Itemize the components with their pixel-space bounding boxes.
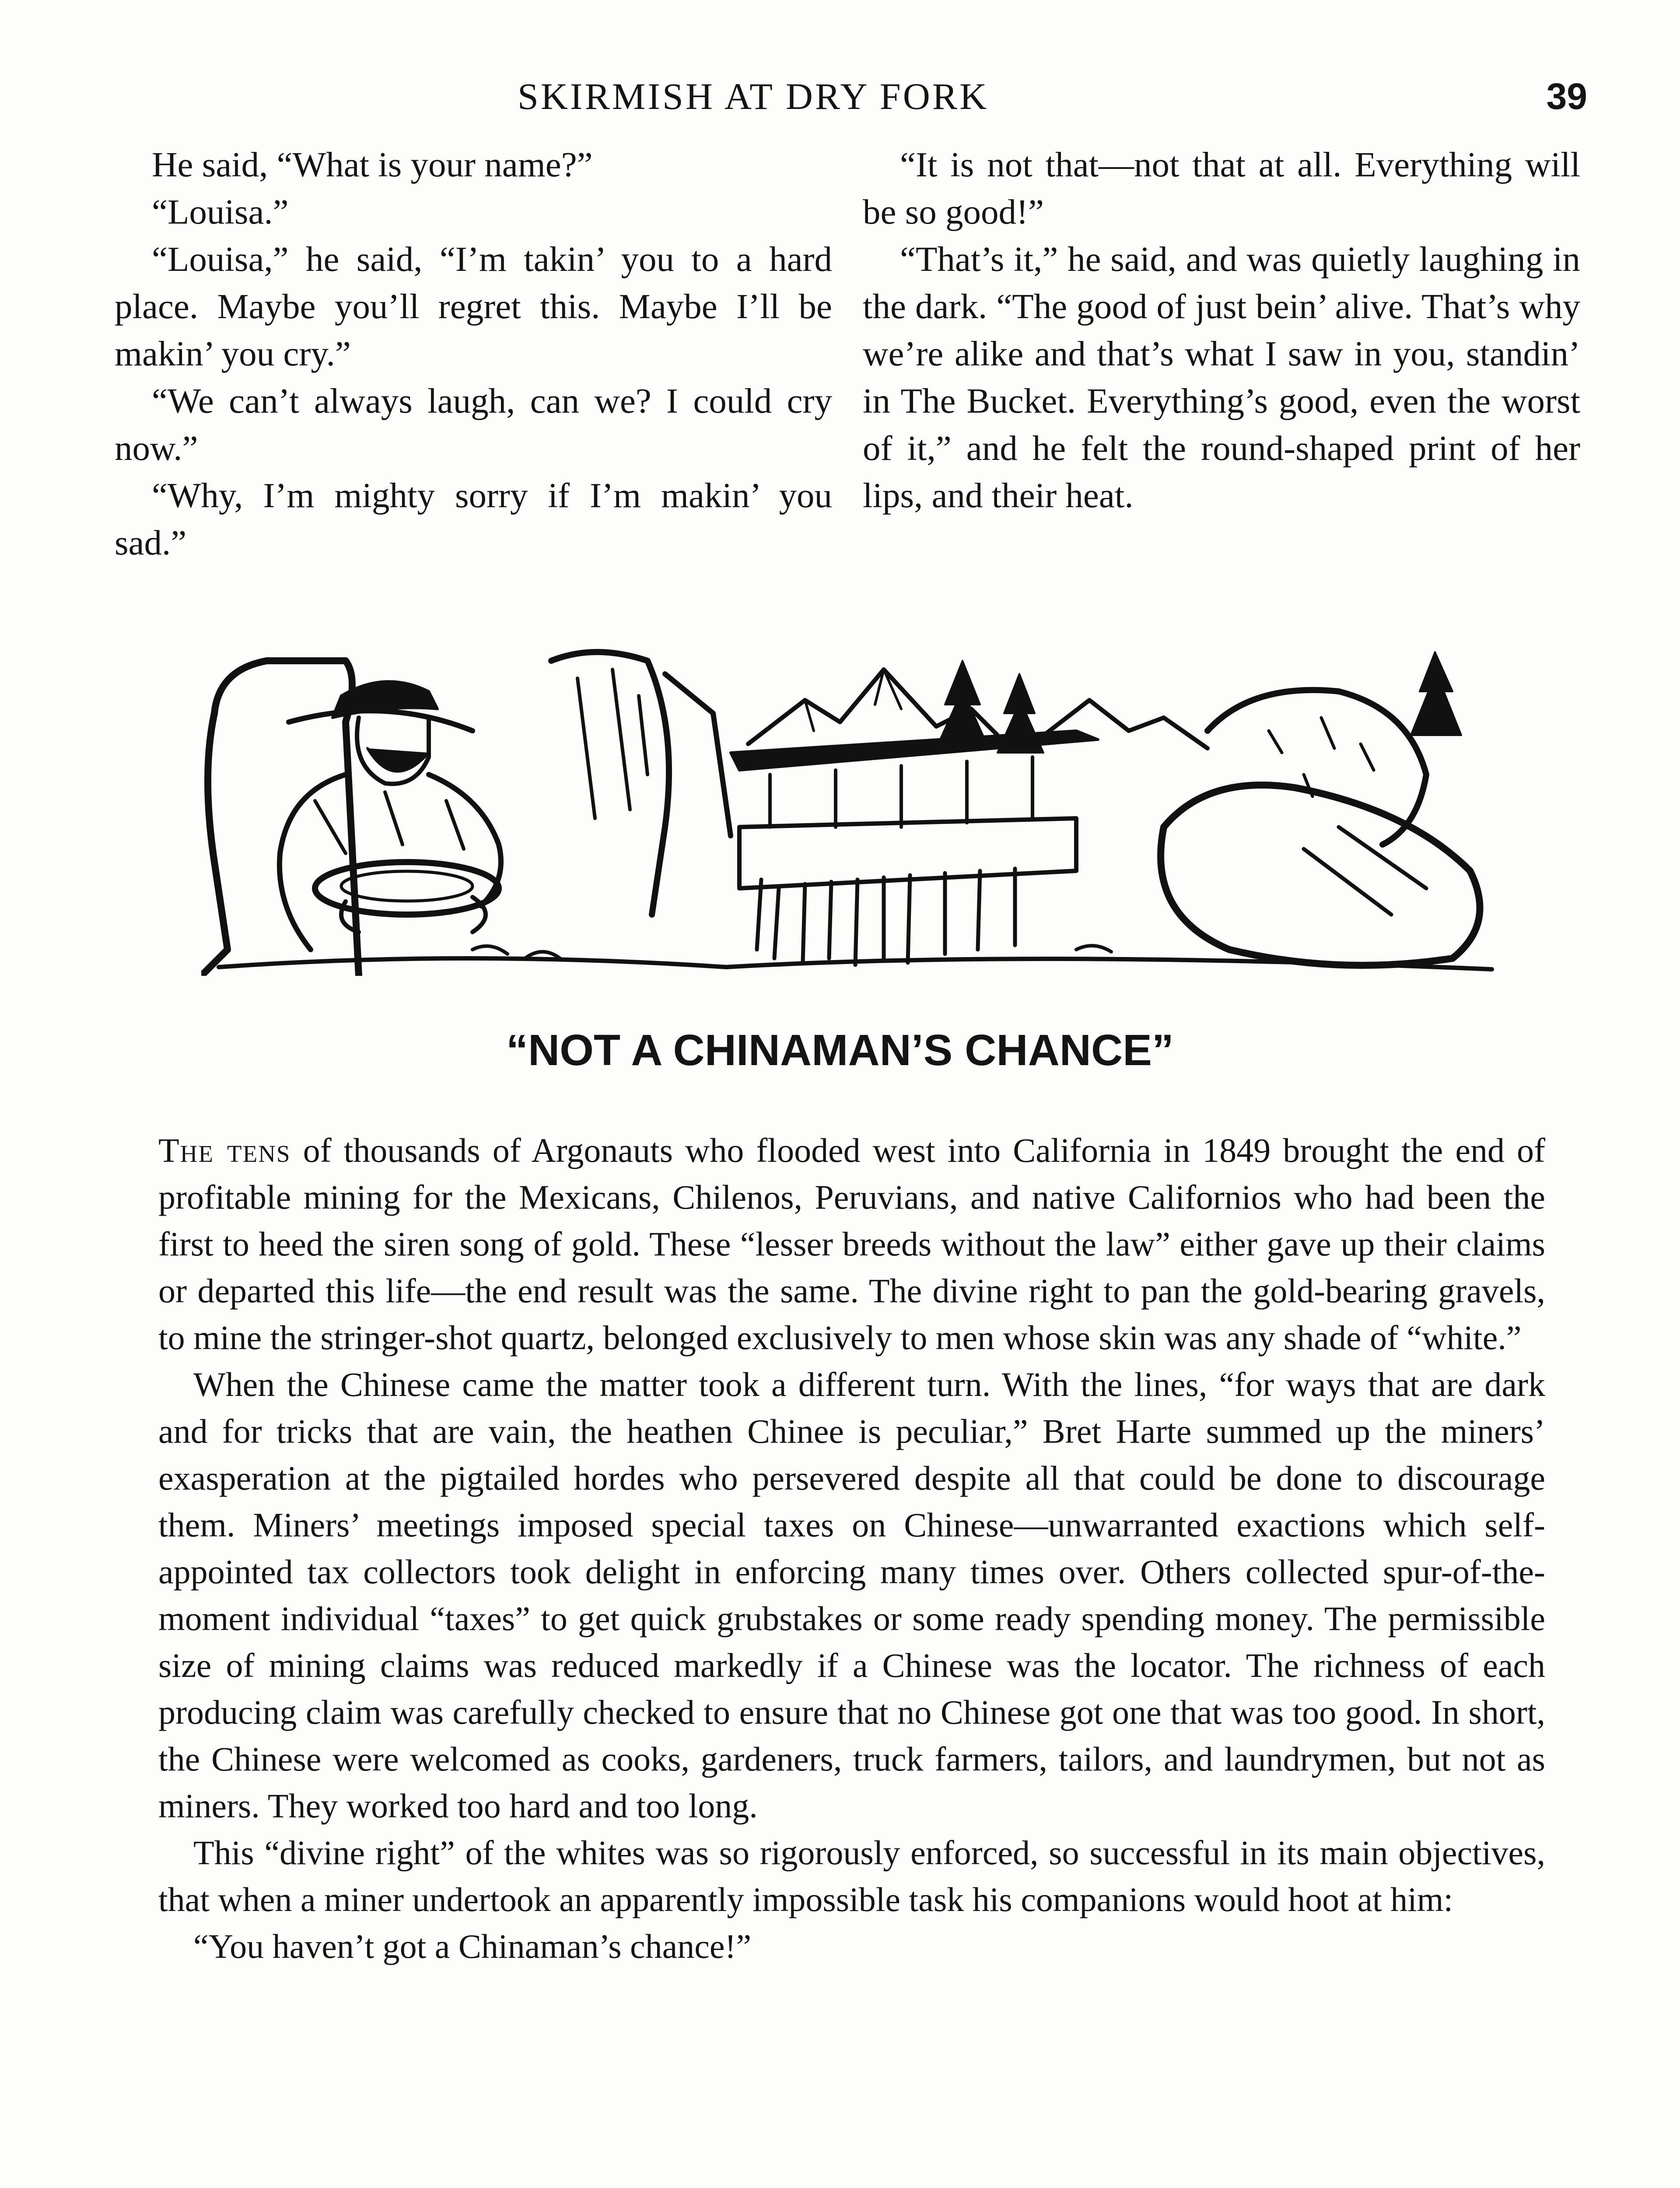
story-paragraph: “It is not that—not that at all. Everything will be so good!” [863,145,1580,231]
story-paragraph: “Why, I’m mighty sorry if I’m makin’ you sad.” [115,476,832,562]
lead-in-small-caps: The tens [158,1131,291,1169]
page-number: 39 [1546,76,1587,117]
gold-panning-miner-illustration [201,643,1505,976]
story-columns [115,141,1580,566]
article-paragraph [158,1127,1545,1361]
article-paragraph: When the Chinese came the matter took a different turn. With the lines, “for ways that are dark and for tricks that are vain, the heathen Chinee is peculiar,” Bret Harte summed up the miners’ exasperation at the pigtailed hordes who persevered despite all that could be done to discourage them. Miners’ meetings imposed special taxes on Chinese—unwarranted exactions which self-appointed tax collectors took delight in enforcing many times over. Others collected spur-of-the-moment individual “taxes” to get quick grubstakes or some ready spending money. The permissible size of mining claims was reduced markedly if a Chinese was the locator. The richness of each producing claim was carefully checked to ensure that no Chinese got one that was too good. In short, the Chinese were welcomed as cooks, gardeners, truck farmers, tailors, and laundrymen, but not as miners. They worked too hard and too long. [158,1365,1545,1825]
story-paragraph: “Louisa,” he said, “I’m takin’ you to a hard place. Maybe you’ll regret this. Maybe I’ll be makin’ you cry.” [115,239,832,373]
article-title: “NOT A CHINAMAN’S CHANCE” [506,1026,1174,1075]
paragraph-1-text: of thousands of Argonauts who flooded west into California in 1849 brought the end of profitable mining for the Mexicans, Chilenos, Peruvians, and native Californios who had been the first to heed the siren song of gold. These “lesser breeds without the law” either gave up their claims or departed this life—the end result was the same. The divine right to pan the gold-bearing gravels, to mine the stringer-shot quartz, belonged exclusively to men whose skin was any shade of “white.” [158,1131,1545,1357]
running-title: SKIRMISH AT DRY FORK [518,75,989,117]
story-paragraph: “That’s it,” he said, and was quietly laughing in the dark. “The good of just bein’ alive. That’s why we’re alike and that’s what I saw in you, standin’ in The Bucket. Everything’s good, even the worst of it,” and he felt the round-shaped print of her lips, and their heat. [863,239,1580,515]
story-right-column [863,141,1580,566]
running-header [0,70,1680,123]
article-paragraph: This “divine right” of the whites was so rigorously enforced, so successful in its main objectives, that when a miner undertook an apparently impossible task his companions would hoot at him: [158,1834,1545,1918]
story-paragraph: He said, “What is your name?” [152,145,593,184]
story-paragraph: “We can’t always laugh, can we? I could cry now.” [115,381,832,468]
story-left-column [115,141,832,566]
article-body [158,1127,1545,1970]
story-paragraph: “Louisa.” [152,192,289,231]
article-paragraph: “You haven’t got a Chinaman’s chance!” [193,1927,752,1965]
